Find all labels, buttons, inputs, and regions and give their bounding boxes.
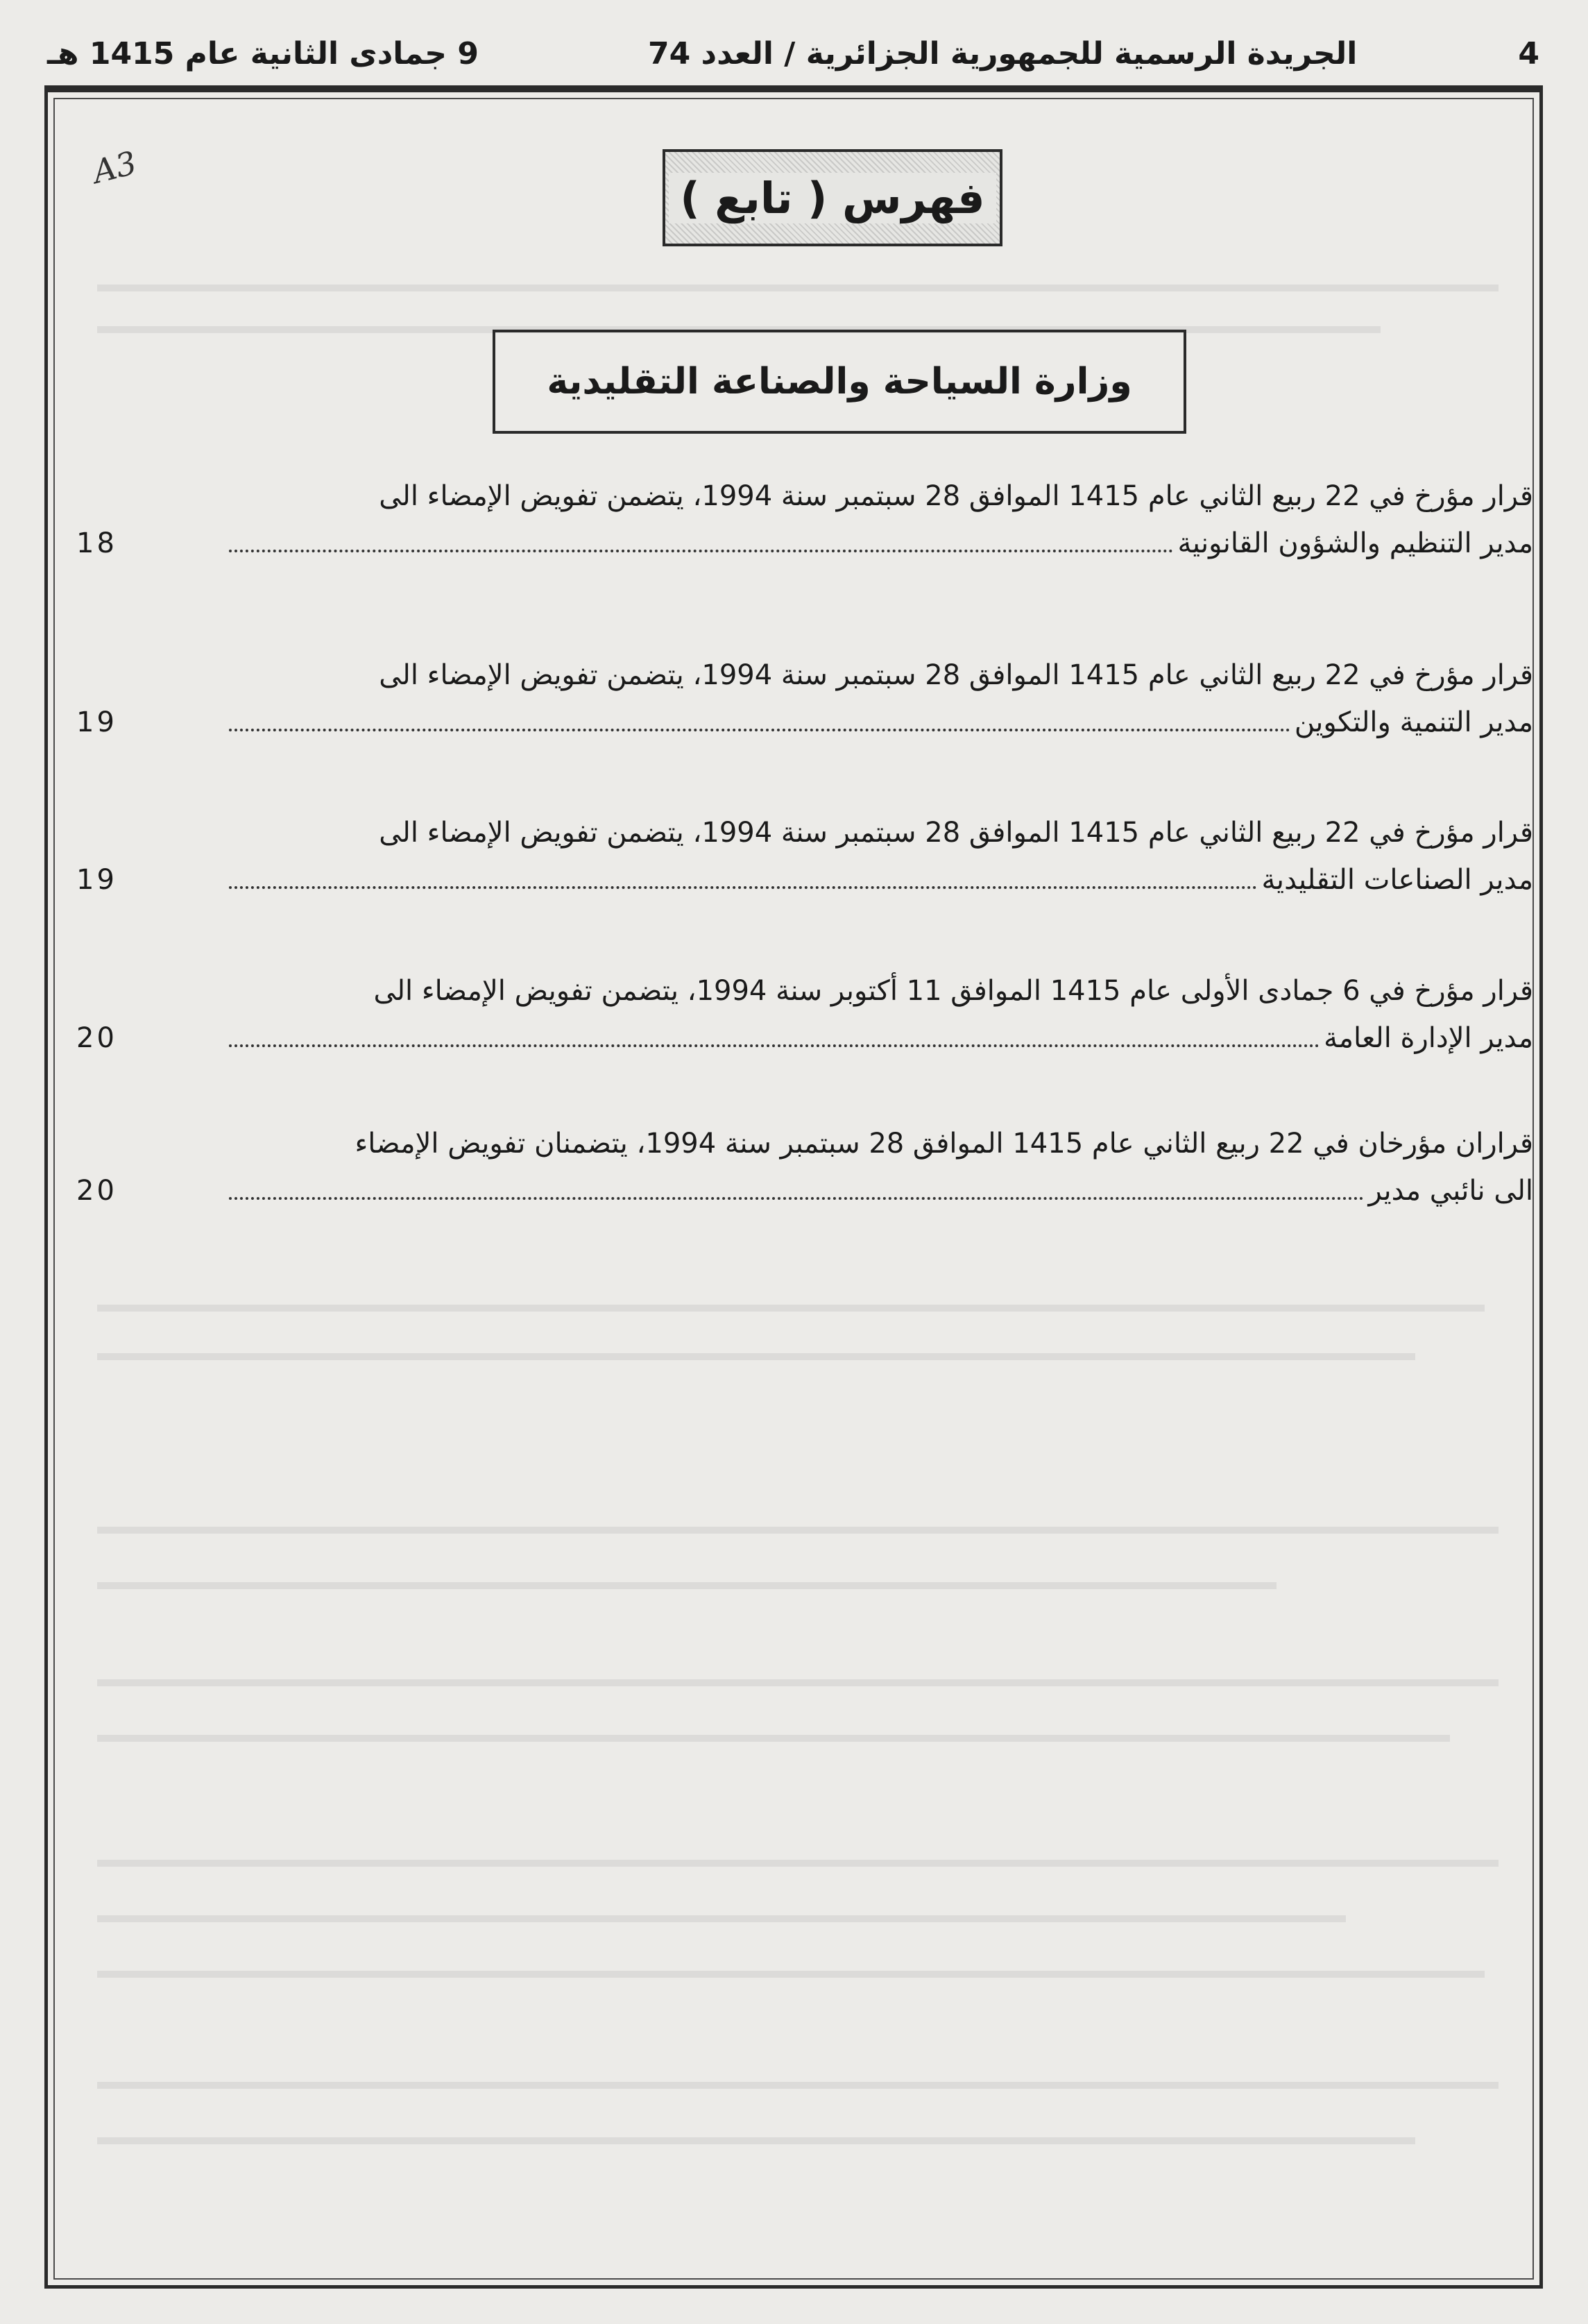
entry-description: قرار مؤرخ في 22 ربيع الثاني عام 1415 الموافق 28 سبتمبر سنة 1994، يتضمن تفويض الإمضاء الى [379,817,1533,849]
ministry-heading: وزارة السياحة والصناعة التقليدية [547,361,1132,402]
handwritten-margin-note: A3 [89,144,141,191]
entry-description: قرار مؤرخ في 6 جمادى الأولى عام 1415 الموافق 11 أكتوبر سنة 1994، يتضمن تفويض الإمضاء الى [373,975,1533,1007]
header-date: 9 جمادى الثانية عام 1415 هـ [47,36,479,71]
header-journal-title: الجريدة الرسمية للجمهورية الجزائرية / العدد 74 [648,36,1358,71]
entry-page-number: 18 [76,527,117,559]
entry-description: قرار مؤرخ في 22 ربيع الثاني عام 1415 الموافق 28 سبتمبر سنة 1994، يتضمن تفويض الإمضاء الى [379,480,1533,512]
dot-leader [229,550,1173,552]
entry-page-number: 19 [76,864,117,896]
entry-subject: الى نائبي مدير [1368,1175,1533,1207]
page-header [44,28,1543,89]
dot-leader [229,1197,1364,1200]
entry-page-number: 20 [76,1175,117,1207]
index-entry [69,475,1533,579]
entry-continuation [229,523,1533,564]
dot-leader [229,729,1290,731]
entry-continuation [229,702,1533,743]
index-entry [69,970,1533,1074]
entry-description: قراران مؤرخان في 22 ربيع الثاني عام 1415 الموافق 28 سبتمبر سنة 1994، يتضمنان تفويض الإمضاء [355,1128,1533,1160]
entry-subject: مدير التنظيم والشؤون القانونية [1177,527,1533,559]
index-entry [69,812,1533,916]
entry-continuation [229,859,1533,901]
entry-subject: مدير التنمية والتكوين [1294,706,1533,738]
entry-subject: مدير الإدارة العامة [1324,1022,1533,1054]
entry-continuation [229,1170,1533,1212]
ministry-heading-box [493,330,1186,434]
index-entry [69,654,1533,758]
index-entry [69,1123,1533,1227]
entry-subject: مدير الصناعات التقليدية [1261,864,1533,896]
index-title-box [663,149,1002,246]
entry-page-number: 20 [76,1022,117,1054]
dot-leader [229,1044,1320,1047]
header-page-number: 4 [1518,36,1540,71]
dot-leader [229,886,1257,889]
entry-description: قرار مؤرخ في 22 ربيع الثاني عام 1415 الموافق 28 سبتمبر سنة 1994، يتضمن تفويض الإمضاء الى [379,659,1533,691]
entry-page-number: 19 [76,706,117,738]
index-title: فهرس ( تابع ) [669,173,996,223]
entry-continuation [229,1017,1533,1059]
